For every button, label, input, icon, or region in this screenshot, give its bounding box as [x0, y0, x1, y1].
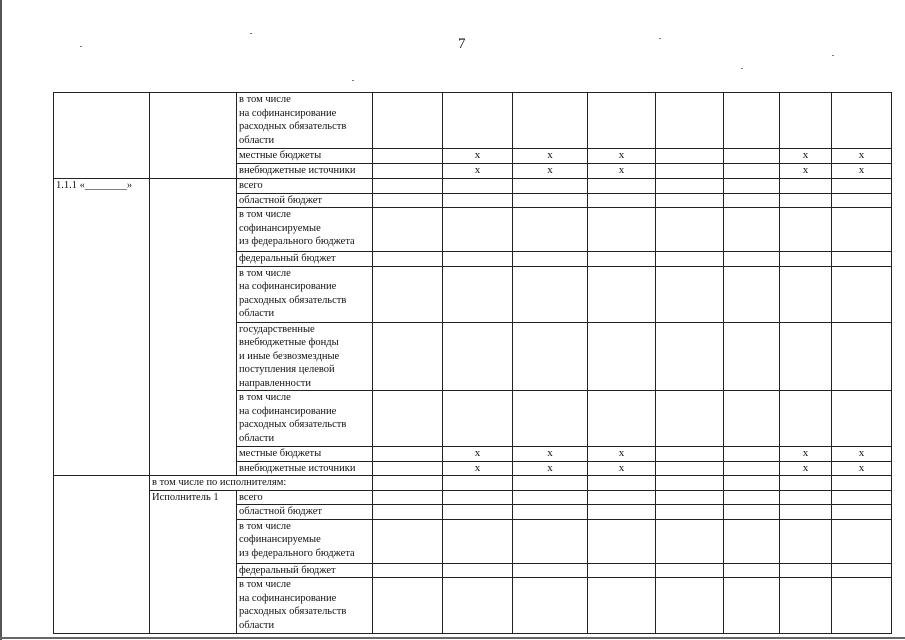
row-label: в том числе софинансируемые из федерального бюджета	[237, 208, 373, 252]
x-mark: x	[513, 447, 588, 462]
row-label: областной бюджет	[237, 193, 373, 208]
executor-name: Исполнитель 1	[150, 490, 237, 634]
x-mark: x	[780, 461, 832, 476]
scan-speck	[352, 80, 354, 81]
executor-cell-empty	[150, 179, 237, 476]
scan-speck	[659, 38, 661, 39]
x-mark: x	[780, 447, 832, 462]
scan-speck	[250, 33, 252, 34]
table-row	[54, 476, 892, 491]
scan-speck	[741, 68, 743, 69]
scan-speck	[832, 55, 834, 56]
table-row	[54, 490, 892, 505]
page-number: 7	[458, 36, 466, 52]
x-mark: x	[513, 149, 588, 164]
scan-bottom-border	[0, 637, 905, 639]
scan-speck	[80, 46, 82, 47]
x-mark: x	[513, 164, 588, 179]
row-label: в том числе на софинансирование расходных обязательств области	[237, 266, 373, 322]
row-label: всего	[237, 490, 373, 505]
budget-table	[53, 92, 892, 634]
row-label: федеральный бюджет	[237, 563, 373, 578]
x-mark: x	[780, 149, 832, 164]
x-mark: x	[443, 461, 513, 476]
row-label: внебюджетные источники	[237, 461, 373, 476]
x-mark: x	[443, 164, 513, 179]
x-mark: x	[588, 149, 656, 164]
row-label: всего	[237, 179, 373, 194]
table-row	[54, 93, 892, 149]
row-label: федеральный бюджет	[237, 252, 373, 267]
x-mark: x	[832, 164, 892, 179]
scan-left-border	[0, 0, 2, 640]
row-label: областной бюджет	[237, 505, 373, 520]
row-label: местные бюджеты	[237, 149, 373, 164]
row-label: в том числе на софинансирование расходных обязательств области	[237, 93, 373, 149]
x-mark: x	[588, 461, 656, 476]
row-label: внебюджетные источники	[237, 164, 373, 179]
x-mark: x	[780, 164, 832, 179]
x-mark: x	[832, 461, 892, 476]
program-title-cell: 1.1.1 «________»	[54, 179, 150, 476]
table-row	[54, 179, 892, 194]
row-label: местные бюджеты	[237, 447, 373, 462]
program-cell-empty	[54, 93, 150, 179]
row-label: в том числе на софинансирование расходных обязательств области	[237, 578, 373, 634]
x-mark: x	[832, 447, 892, 462]
executors-header: в том числе по исполнителям:	[150, 476, 373, 491]
x-mark: x	[588, 447, 656, 462]
row-label: государственные внебюджетные фонды и иные безвозмездные поступления целевой направленности	[237, 322, 373, 391]
x-mark: x	[588, 164, 656, 179]
x-mark: x	[832, 149, 892, 164]
row-label: в том числе на софинансирование расходных обязательств области	[237, 391, 373, 447]
x-mark: x	[443, 149, 513, 164]
executor-cell-empty	[150, 93, 237, 179]
x-mark: x	[513, 461, 588, 476]
x-mark: x	[443, 447, 513, 462]
row-label: в том числе софинансируемые из федерального бюджета	[237, 519, 373, 563]
program-cell-empty	[54, 476, 150, 634]
